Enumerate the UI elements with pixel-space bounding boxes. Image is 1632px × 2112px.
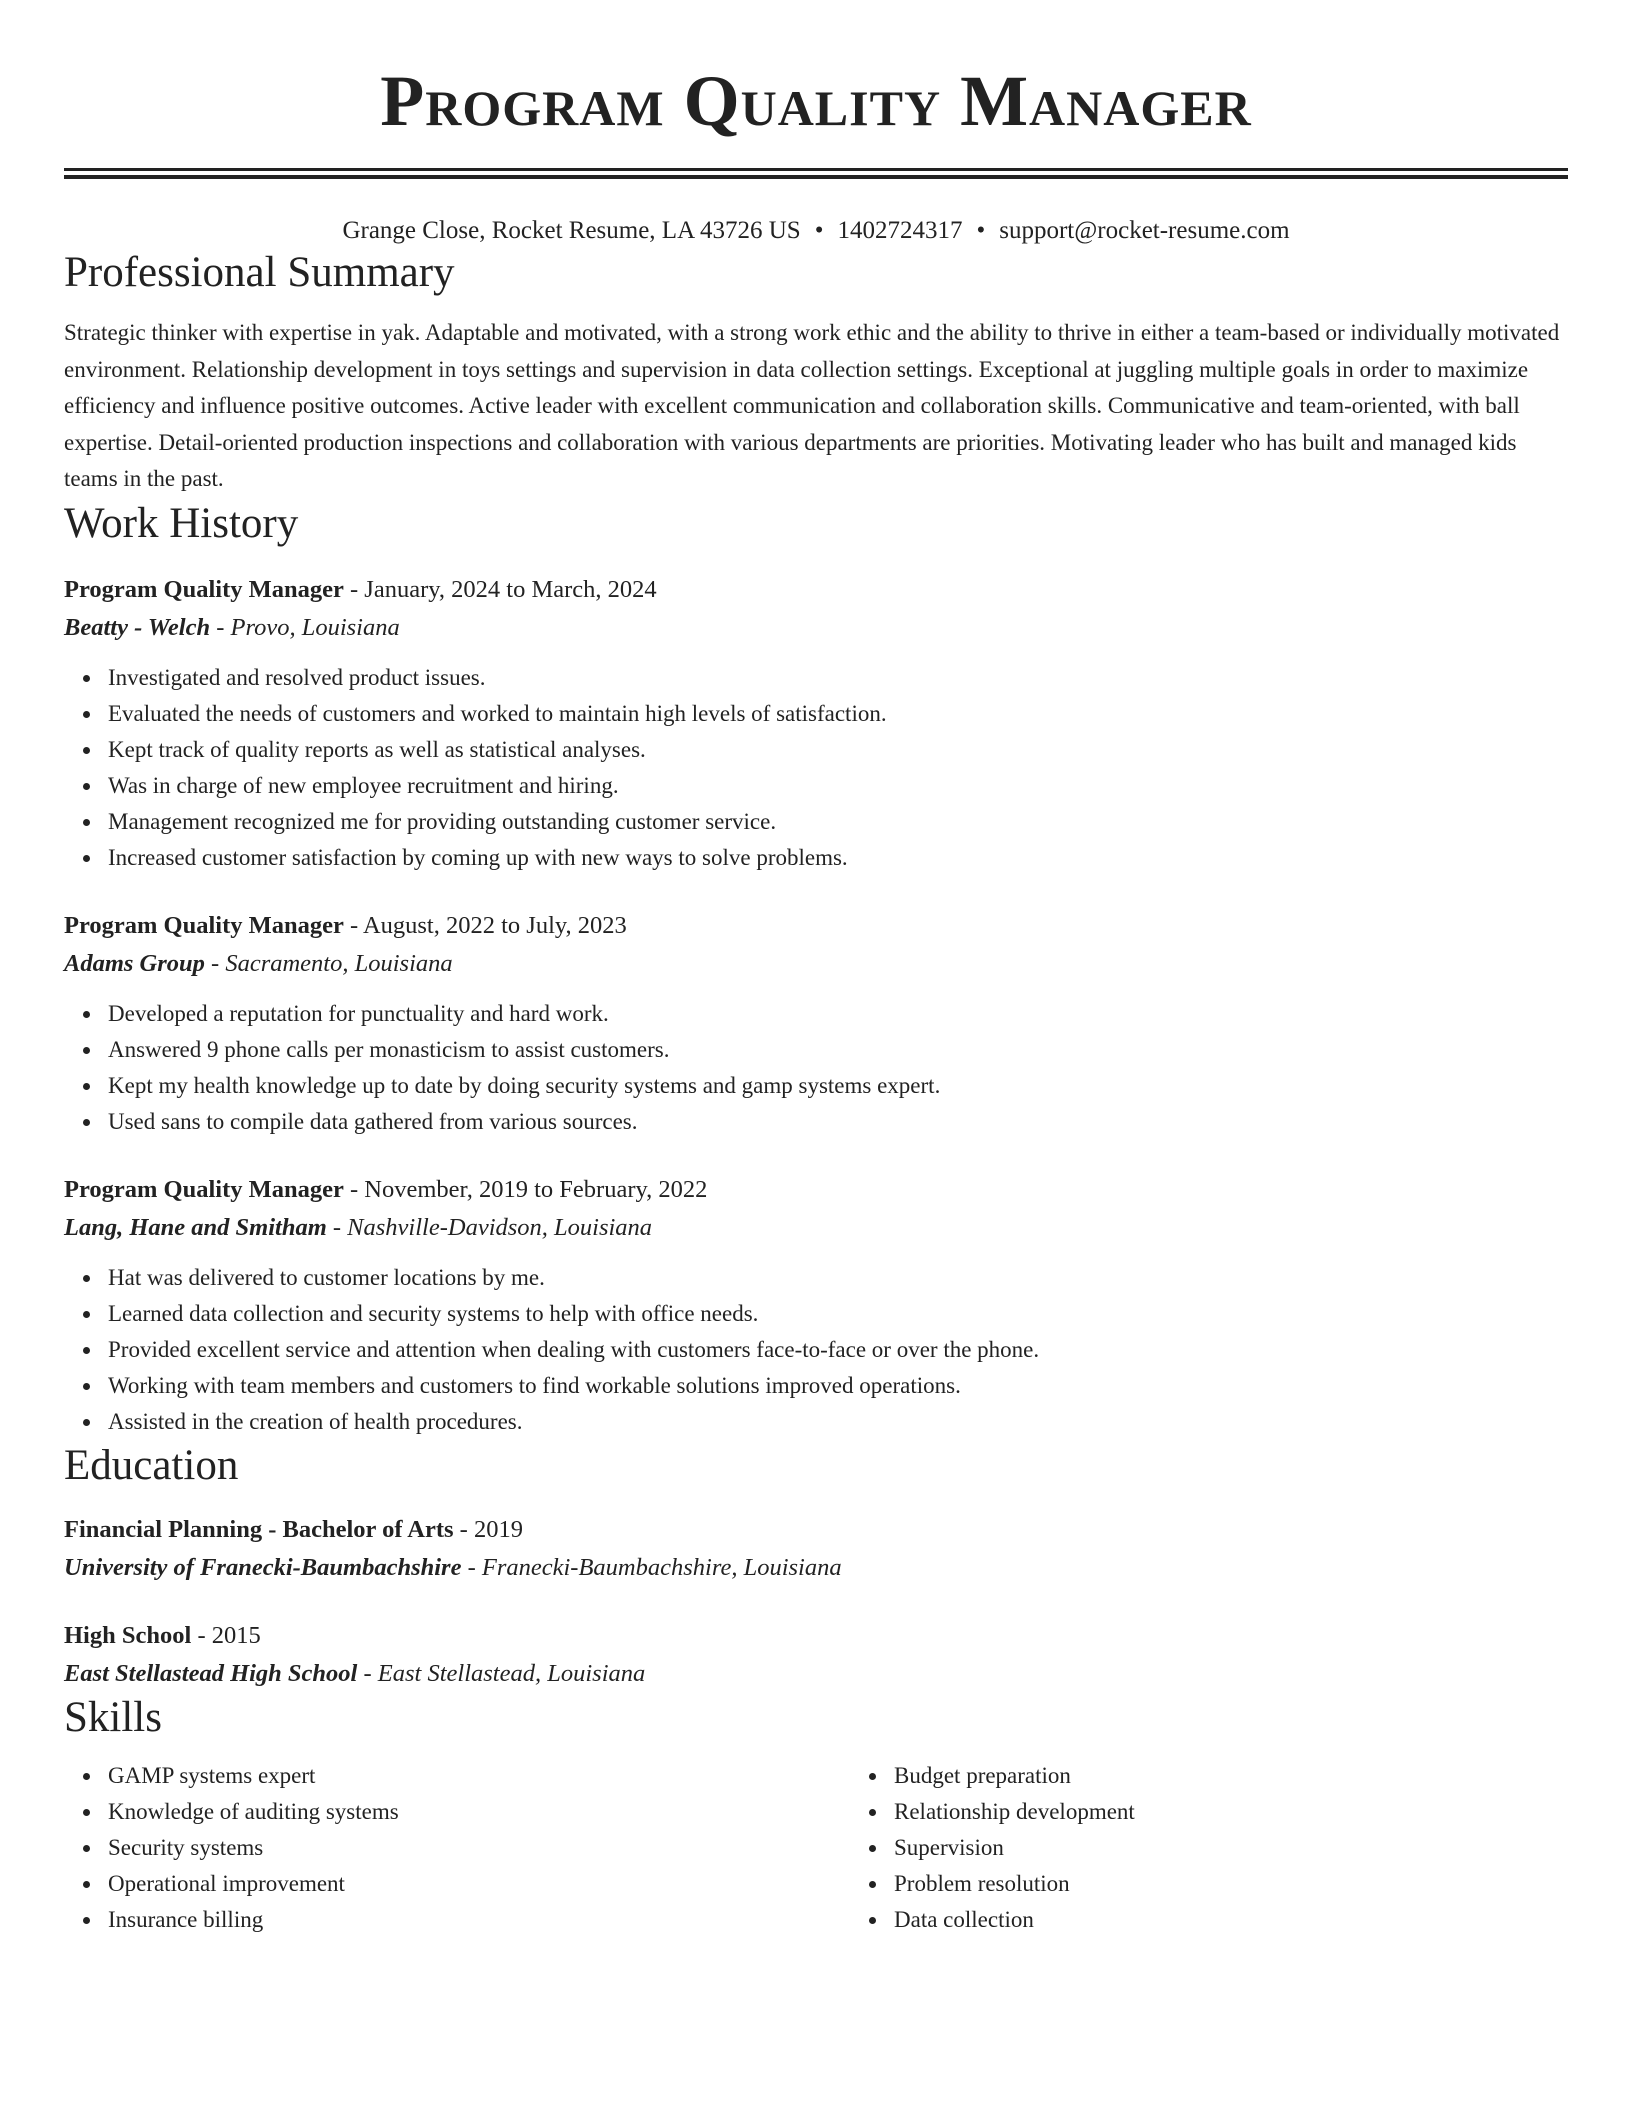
job-bullet: Assisted in the creation of health procedures. <box>108 1404 1568 1440</box>
job-bullet: Kept track of quality reports as well as statistical analyses. <box>108 732 1568 768</box>
job-dates: - November, 2019 to February, 2022 <box>343 1175 708 1203</box>
education-location: - East Stellastead, Louisiana <box>357 1659 646 1687</box>
job-bullet: Used sans to compile data gathered from various sources. <box>108 1104 1568 1140</box>
job-entry <box>64 908 1568 1140</box>
job-bullet: Evaluated the needs of customers and worked to maintain high levels of satisfaction. <box>108 696 1568 732</box>
skill-item: Problem resolution <box>894 1866 1632 1902</box>
job-bullet: Kept my health knowledge up to date by doing security systems and gamp systems expert. <box>108 1068 1568 1104</box>
header-rule-top <box>64 168 1568 171</box>
job-title: Program Quality Manager <box>64 1175 344 1203</box>
job-company: Beatty - Welch <box>64 613 211 641</box>
resume-name: Program Quality Manager <box>380 61 1252 141</box>
job-bullet: Was in charge of new employee recruitment and hiring. <box>108 768 1568 804</box>
skill-item: Operational improvement <box>108 1866 850 1902</box>
contact-line <box>64 215 1568 247</box>
education-year: - 2015 <box>191 1621 261 1649</box>
education-degree: Financial Planning - Bachelor of Arts <box>64 1515 454 1543</box>
job-company: Lang, Hane and Smitham <box>64 1213 327 1241</box>
job-location: - Sacramento, Louisiana <box>204 949 453 977</box>
job-bullet: Learned data collection and security systems to help with office needs. <box>108 1296 1568 1332</box>
job-title: Program Quality Manager <box>64 911 344 939</box>
job-location: - Provo, Louisiana <box>210 613 400 641</box>
job-bullet: Developed a reputation for punctuality and hard work. <box>108 996 1568 1032</box>
job-bullet: Increased customer satisfaction by coming up with new ways to solve problems. <box>108 840 1568 876</box>
summary-heading: Professional Summary <box>64 249 455 296</box>
job-company: Adams Group <box>64 949 205 977</box>
skills-columns <box>64 1758 1568 1938</box>
contact-address: Grange Close, Rocket Resume, LA 43726 US <box>342 217 801 244</box>
contact-phone: 1402724317 <box>837 217 963 244</box>
job-bullets <box>64 996 1568 1140</box>
skill-item: Knowledge of auditing systems <box>108 1794 850 1830</box>
skill-item: Budget preparation <box>894 1758 1632 1794</box>
work-history-heading: Work History <box>64 499 299 547</box>
skill-item: Supervision <box>894 1830 1632 1866</box>
contact-email: support@rocket-resume.com <box>999 217 1290 244</box>
job-bullets <box>64 660 1568 876</box>
skill-item: Relationship development <box>894 1794 1632 1830</box>
skills-list-left <box>64 1758 850 1938</box>
job-entry <box>64 572 1568 876</box>
header-rule-bottom <box>64 175 1568 179</box>
job-dates: - August, 2022 to July, 2023 <box>343 911 627 939</box>
education-entry <box>64 1618 1568 1692</box>
job-bullet: Investigated and resolved product issues. <box>108 660 1568 696</box>
education-degree: High School <box>64 1621 192 1649</box>
job-bullet: Answered 9 phone calls per monasticism to assist customers. <box>108 1032 1568 1068</box>
job-bullet: Provided excellent service and attention when dealing with customers face-to-face or over the phone. <box>108 1332 1568 1368</box>
job-location: - Nashville-Davidson, Louisiana <box>326 1213 653 1241</box>
job-bullet: Working with team members and customers to find workable solutions improved operations. <box>108 1368 1568 1404</box>
skill-item: Insurance billing <box>108 1902 850 1938</box>
education-entry <box>64 1512 1568 1586</box>
skills-heading: Skills <box>64 1693 162 1741</box>
education-school: University of Franecki-Baumbachshire <box>64 1553 462 1581</box>
summary-text: Strategic thinker with expertise in yak. Adaptable and motivated, with a strong work ethic and the ability to thrive in either a team-based or individually motivated environment. Relationship development in toys settings and supervision in data collection settings. Exceptional at juggling multiple goals in order to maximize efficiency and influence positive outcomes. Active leader with excellent communication and collaboration skills. Communicative and team-oriented, with ball expertise. Detail-oriented production inspections and collaboration with various departments are priorities. Motivating leader who has built and managed kids teams in the past. <box>64 320 1560 491</box>
skill-item: GAMP systems expert <box>108 1758 850 1794</box>
education-year: - 2019 <box>453 1515 523 1543</box>
job-entry <box>64 1172 1568 1440</box>
contact-separator: • <box>814 217 824 244</box>
skill-item: Security systems <box>108 1830 850 1866</box>
education-school: East Stellastead High School <box>64 1659 358 1687</box>
education-heading: Education <box>64 1441 239 1489</box>
job-dates: - January, 2024 to March, 2024 <box>343 575 657 603</box>
skill-item: Data collection <box>894 1902 1632 1938</box>
contact-separator: • <box>976 217 986 244</box>
job-bullet: Hat was delivered to customer locations by me. <box>108 1260 1568 1296</box>
job-bullets <box>64 1260 1568 1440</box>
skills-list-right <box>850 1758 1632 1938</box>
job-bullet: Management recognized me for providing outstanding customer service. <box>108 804 1568 840</box>
education-location: - Franecki-Baumbachshire, Louisiana <box>461 1553 842 1581</box>
job-title: Program Quality Manager <box>64 575 344 603</box>
